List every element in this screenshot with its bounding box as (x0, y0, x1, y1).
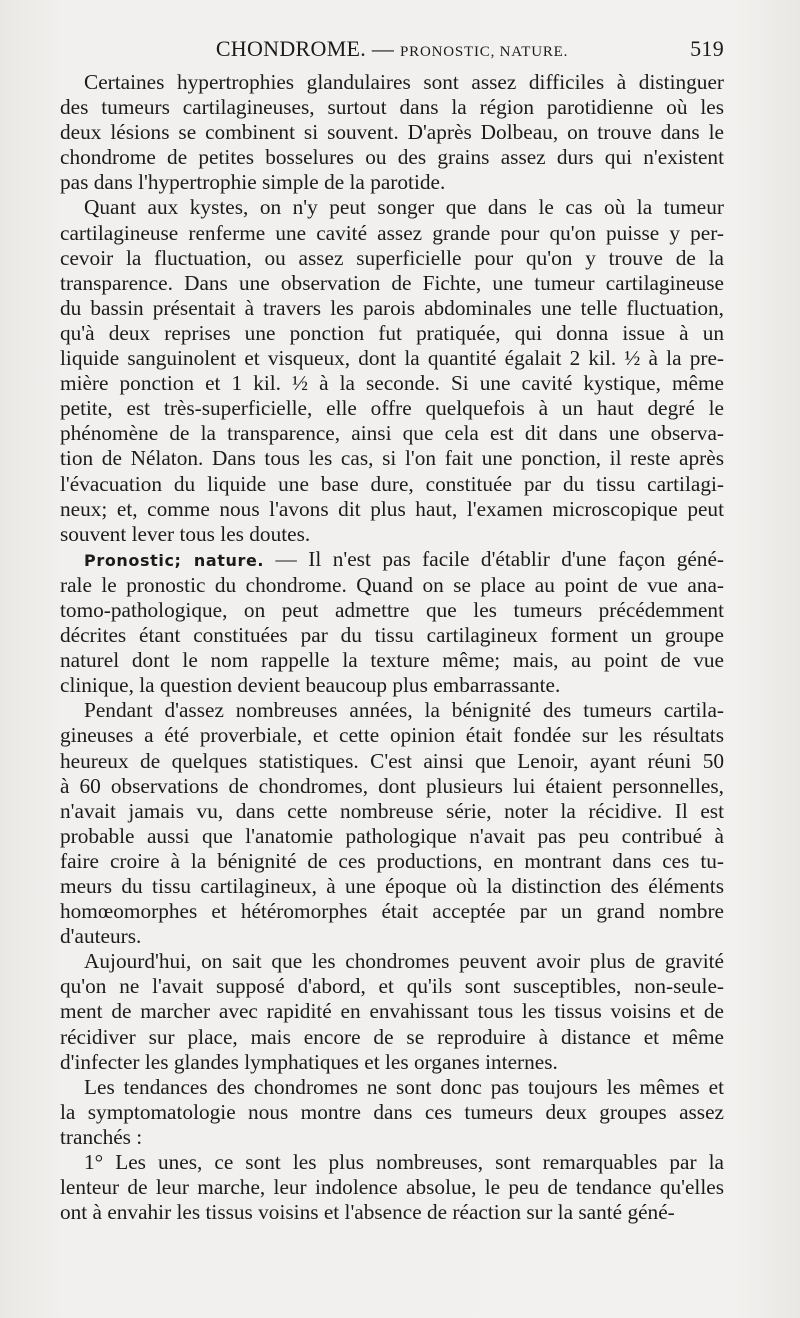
paragraph (60, 547, 724, 699)
text-line: faire croire à la bénignité de ces productions, en montrant dans ces tu- (60, 848, 724, 873)
text-line: rale le pronostic du chondrome. Quand on se place au point de vue ana- (60, 572, 724, 597)
text-line: lenteur de leur marche, leur indolence absolue, le peu de tendance qu'elles (60, 1175, 724, 1200)
text-line: naturel dont le nom rappelle la texture même; mais, au point de vue (60, 648, 724, 673)
running-title (60, 36, 724, 62)
text-line: ont à envahir les tissus voisins et l'absence de réaction sur la santé géné- (60, 1200, 675, 1225)
text-line: cevoir la fluctuation, ou assez superficielle pour qu'on y trouve de la (60, 245, 724, 270)
running-title-sub: PRONOSTIC, NATURE. (400, 44, 569, 60)
paragraph (60, 70, 724, 195)
text-line: Certaines hypertrophies glandulaires sont assez difficiles à distinguer (84, 70, 724, 94)
running-title-dash: — (366, 36, 401, 61)
paragraph (60, 1150, 724, 1225)
text-line: Aujourd'hui, on sait que les chondromes peuvent avoir plus de gravité (84, 949, 724, 974)
text-line: récidiver sur place, mais encore de se reproduire à distance et même (60, 1024, 724, 1049)
text-line: tomo-pathologique, on peut admettre que les tumeurs précédemment (60, 597, 724, 622)
page-number: 519 (690, 36, 724, 61)
text-line: l'évacuation du liquide une base dure, constituée par du tissu cartilagi- (60, 471, 724, 496)
text-line: pas dans l'hypertrophie simple de la parotide. (60, 170, 446, 195)
line-text: — Il n'est pas facile d'établir d'une façon géné- (264, 546, 724, 571)
text-line: petite, est très-superficielle, elle offre quelquefois à un haut degré le (60, 396, 724, 421)
text-line: d'auteurs. (60, 924, 142, 949)
text-line: liquide sanguinolent et visqueux, dont la quantité égalait 2 kil. ½ à la pre- (60, 346, 724, 371)
text-line: deux lésions se combinent si souvent. D'après Dolbeau, on trouve dans le (60, 120, 724, 145)
running-header (60, 36, 724, 66)
text-line: des tumeurs cartilagineuses, surtout dans la région parotidienne où les (60, 95, 724, 120)
text-line: probable aussi que l'anatomie pathologique n'avait pas peu contribué à (60, 823, 724, 848)
text-line: homœomorphes et hétéromorphes était acceptée par un grand nombre (60, 899, 724, 924)
text-line: d'infecter les glandes lymphatiques et les organes internes. (60, 1049, 558, 1074)
running-title-main: CHONDROME. (215, 36, 367, 61)
text-line: décrites étant constituées par du tissu cartilagineux forment un groupe (60, 623, 724, 648)
text-line (60, 547, 724, 573)
paragraph (60, 698, 724, 949)
text-line: la symptomatologie nous montre dans ces tumeurs deux groupes assez (60, 1099, 724, 1124)
text-line: Pendant d'assez nombreuses années, la bénignité des tumeurs cartila- (84, 698, 724, 723)
text-line: Les tendances des chondromes ne sont donc pas toujours les mêmes et (84, 1074, 724, 1099)
text-line: mière ponction et 1 kil. ½ à la seconde. Si une cavité kystique, même (60, 371, 724, 396)
text-line: n'avait jamais vu, dans cette nombreuse série, noter la récidive. Il est (60, 798, 724, 823)
text-line: meurs du tissu cartilagineux, à une époque où la distinction des éléments (60, 874, 724, 898)
text-line: qu'on ne l'avait supposé d'abord, et qu'ils sont susceptibles, non-seule- (60, 974, 724, 999)
paragraph (60, 195, 724, 546)
text-line: tranchés : (60, 1124, 143, 1149)
text-line: souvent lever tous les doutes. (60, 521, 311, 546)
text-line: du bassin présentait à travers les parois abdominales une telle fluctuation, (60, 295, 724, 320)
paragraph (60, 949, 724, 1074)
text-line: tion de Nélaton. Dans tous les cas, si l'on fait une ponction, il reste après (60, 446, 724, 471)
text-line: qu'à deux reprises une ponction fut pratiquée, qui donna issue à un (60, 320, 724, 345)
text-line: Quant aux kystes, on n'y peut songer que dans le cas où la tumeur (84, 195, 724, 220)
paragraph (60, 1075, 724, 1150)
text-line: transparence. Dans une observation de Fichte, une tumeur cartilagineuse (60, 270, 724, 295)
text-line: heureux de quelques statistiques. C'est ainsi que Lenoir, ayant réuni 50 (60, 748, 724, 773)
text-line: ment de marcher avec rapidité en envahissant tous les tissus voisins et de (60, 999, 724, 1024)
text-line: chondrome de petites bosselures ou des grains assez durs qui n'existent (60, 145, 724, 170)
section-heading: Pronostic; nature. (84, 550, 265, 570)
text-line: à 60 observations de chondromes, dont plusieurs lui étaient personnelles, (60, 773, 724, 798)
text-line: cartilagineuse renferme une cavité assez grande pour qu'on puisse y per- (60, 220, 724, 245)
text-line: gineuses a été proverbiale, et cette opinion était fondée sur les résultats (60, 723, 724, 748)
text-line: phénomène de la transparence, ainsi que cela est dit dans une observa- (60, 421, 724, 446)
text-line: neux; et, comme nous l'avons dit plus haut, l'examen microscopique peut (60, 496, 724, 521)
body-text (60, 70, 724, 1225)
text-line: 1° Les unes, ce sont les plus nombreuses, sont remarquables par la (84, 1150, 724, 1175)
text-line: clinique, la question devient beaucoup plus embarrassante. (60, 673, 561, 698)
